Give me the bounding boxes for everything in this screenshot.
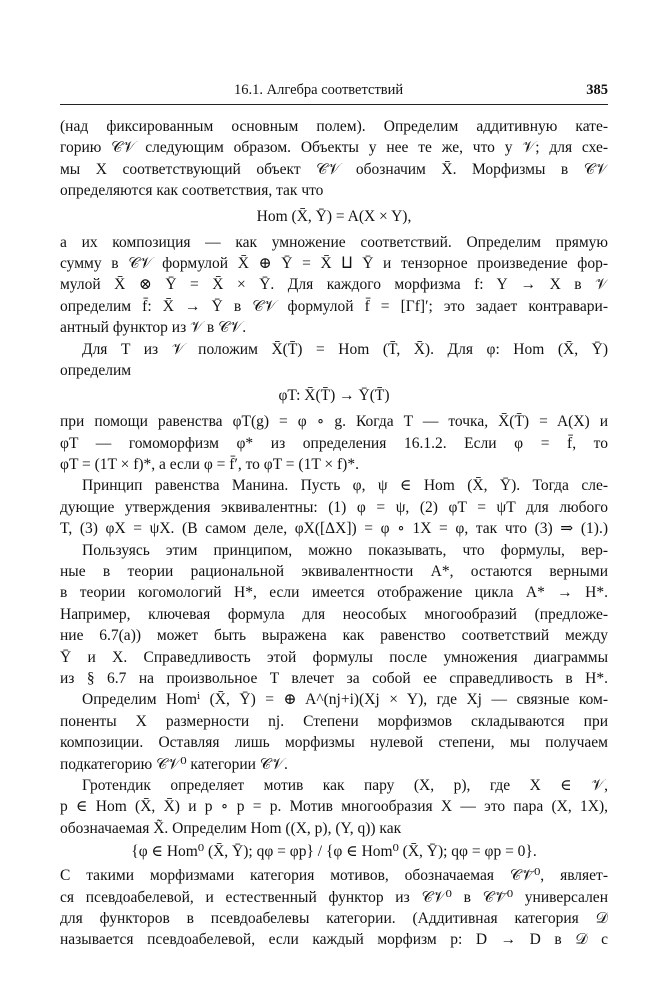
text-line: подкатегорию 𝒞𝒱⁰ категории 𝒞𝒱. (60, 755, 288, 773)
text-line: дующие утверждения эквивалентны: (1) φ = ψ, (2) φT = ψT для любого (60, 498, 608, 516)
text-line: φT — гомоморфизм φ* из определения 16.1.2. Если φ = f̄, то (60, 434, 608, 452)
text-line: Гротендик определяет мотив как пару (X, p), где X ∈ 𝒱, (82, 776, 608, 794)
text-line: а их композиция — как умножение соответствий. Определим прямую (60, 233, 608, 251)
text-line: мы X соответствующий объект 𝒞𝒱 обозначим X̄. Морфизмы в 𝒞𝒱 (60, 160, 608, 178)
text-line: сумму в 𝒞𝒱 формулой X̄ ⊕ Ȳ = X̄ ⨿ Ȳ и тензорное произведение фор- (60, 254, 608, 272)
text-line: для функторов в псевдоабелевы категории. (Аддитивная категория 𝒟 (60, 909, 608, 927)
text-line: p ∈ Hom (X̄, X̄) и p ∘ p = p. Мотив многообразия X — это пара (X, 1X), (60, 798, 608, 816)
text-line: T, (3) φX = ψX. (В самом деле, φX([ΔX]) = φ ∘ 1X = φ, так что (3) ⇒ (1).) (60, 520, 608, 538)
text-line: при помощи равенства φT(g) = φ ∘ g. Когда T — точка, X̄(T̄) = A(X) и (60, 413, 608, 431)
text-line: определим f̄: X̄ → Ȳ в 𝒞𝒱 формулой f̄ = [Γf]′; это задает контравари- (60, 297, 608, 315)
text-line: (над фиксированным основным полем). Определим аддитивную кате- (60, 118, 608, 135)
text-line: С такими морфизмами категория мотивов, обозначаемая 𝒞𝒱̃⁰, являет- (60, 867, 608, 885)
text-line: в теории когомологий H*, если имеется отображение цикла A* → H*. (60, 584, 608, 602)
page-body (60, 116, 608, 951)
text-line: Пользуясь этим принципом, можно показывать, что формулы, вер- (82, 541, 608, 559)
section-title: 16.1. Алгебра соответствий (234, 82, 404, 98)
text-line: определяются как соответствия, так что (60, 182, 324, 200)
text-line: Принцип равенства Манина. Пусть φ, ψ ∈ Hom (X̄, Ȳ). Тогда сле- (82, 477, 608, 495)
text-line: Ȳ и X. Справедливость этой формулы после умножения диаграммы (60, 648, 608, 666)
text-line: называется псевдоабелевой, если каждый морфизм p: D → D в 𝒟 с (60, 931, 608, 949)
display-formula: Hom (X̄, Ȳ) = A(X × Y), (256, 207, 412, 225)
text-line: ся псевдоабелевой, и естественный функтор из 𝒞𝒱⁰ в 𝒞𝒱̃⁰ универсален (60, 888, 608, 906)
text-line: φT = (1T × f)*, а если φ = f̄′, то φT = (1T × f)*. (60, 456, 359, 474)
display-formula: φT: X̄(T̄) → Ȳ(T̄) (278, 387, 390, 405)
text-line: мулой X̄ ⊗ Ȳ = X̄ × Ȳ. Для каждого морфизма f: Y → X в 𝒱 (60, 276, 608, 294)
text-line: горию 𝒞𝒱 следующим образом. Объекты у нее те же, что у 𝒱; для схе- (60, 139, 608, 157)
text-line: определим (60, 361, 132, 379)
text-line: ные в теории рациональной эквивалентности A*, остаются верными (60, 563, 608, 581)
text-line: Для T из 𝒱 положим X̄(T̄) = Hom (T̄, X̄). Для φ: Hom (X̄, Ȳ) (82, 340, 608, 358)
page-number: 385 (586, 82, 608, 98)
text-line: из § 6.7 на произвольное T влечет за собой ее справедливость в H*. (60, 669, 608, 687)
text-line: обозначаемая X̃. Определим Hom ((X, p), (Y, q)) как (60, 819, 402, 837)
display-formula: {φ ∈ Hom⁰ (X̄, Ȳ); qφ = φp} / {φ ∈ Hom⁰ (X̄, Ȳ); qφ = φp = 0}. (131, 843, 537, 861)
text-line: антный функтор из 𝒱 в 𝒞𝒱. (60, 319, 247, 337)
text-line: Например, ключевая формула для неособых многообразий (предложе- (60, 605, 608, 623)
text-line: ние 6.7(a)) может быть выражена как равенство соответствий между (60, 627, 608, 645)
text-line: поненты X размерности nj. Степени морфизмов складываются при (60, 712, 608, 730)
text-line: композиции. Оставляя лишь морфизмы нулевой степени, мы получаем (60, 734, 608, 752)
text-line: Определим Homⁱ (X̄, Ȳ) = ⊕ A^(nj+i)(Xj × Y), где Xj — связные ком- (82, 691, 608, 709)
running-head (60, 82, 608, 105)
